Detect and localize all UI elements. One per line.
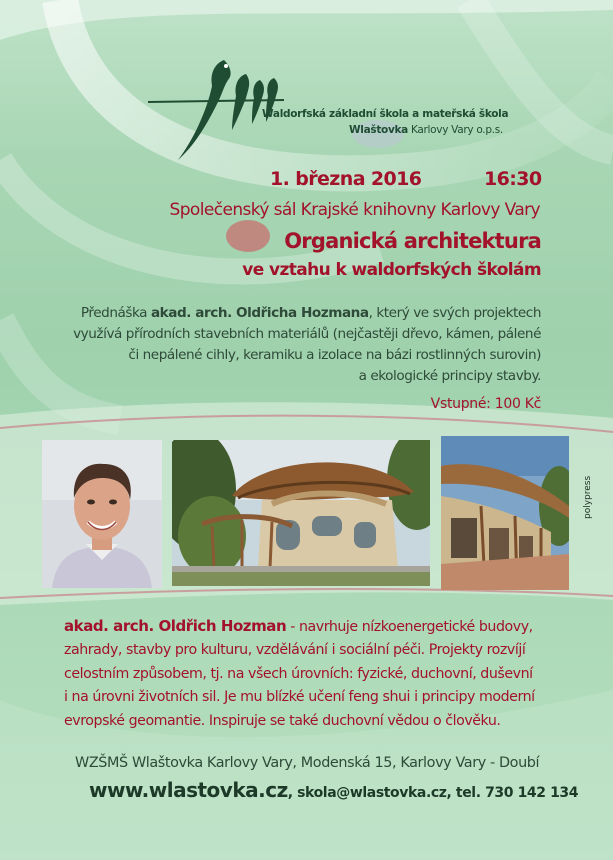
website-link[interactable]: www.wlastovka.cz — [89, 778, 288, 802]
event-time: 16:30 — [484, 168, 542, 190]
lecture-description — [61, 303, 541, 387]
bio-line — [64, 615, 594, 639]
bio-line: i na úrovni životních sil. Je mu blízké učení feng shui i principy moderní — [64, 689, 535, 706]
event-venue: Společenský sál Krajské knihovny Karlovy Vary — [169, 200, 540, 220]
bio-line: evropské geomantie. Inspiruje se také duchovní vědou o člověku. — [64, 712, 501, 729]
event-subtitle: ve vztahu k waldorfských školám — [242, 260, 541, 280]
event-date: 1. března 2016 — [270, 168, 422, 190]
lecturer-bio — [64, 615, 594, 733]
event-title: Organická architektura — [284, 229, 541, 253]
description-post: , který ve svých projektech — [368, 305, 541, 321]
bio-line: celostním způsobem, tj. na všech úrovních: fyzické, duchovní, duševní — [64, 665, 533, 682]
photo-credit: polypress — [583, 475, 593, 519]
school-name-line2 — [349, 124, 503, 136]
email-phone: , skola@wlastovka.cz, tel. 730 142 134 — [287, 785, 579, 801]
veranda-photo — [441, 436, 569, 590]
admission-fee: Vstupné: 100 Kč — [430, 396, 541, 412]
description-line — [61, 303, 541, 324]
description-line: či nepálené cihly, keramiku a izolace na bázi rostlinných surovin) — [128, 347, 541, 363]
description-pre: Přednáška — [80, 305, 151, 321]
school-address: WZŠMŠ Wlaštovka Karlovy Vary, Modenská 15, Karlovy Vary - Doubí — [75, 755, 540, 771]
organic-building-photo — [172, 440, 430, 586]
school-name-line1: Waldorfská základní škola a mateřská škola — [262, 108, 509, 120]
contact-line — [89, 778, 578, 802]
bio-line1-rest: - navrhuje nízkoenergetické budovy, — [286, 619, 533, 635]
lecturer-name: akad. arch. Oldřich Hozman — [64, 617, 287, 635]
school-name-bold: Wlaštovka — [349, 124, 408, 136]
lecturer-name-bold: akad. arch. Oldřicha Hozmana — [150, 305, 369, 321]
description-line: a ekologické principy stavby. — [358, 368, 541, 384]
school-name-rest: Karlovy Vary o.p.s. — [407, 124, 503, 136]
lecturer-portrait-photo — [42, 440, 162, 588]
bio-line: zahrady, stavby pro kulturu, vzdělávání i sociální péči. Projekty rozvíjí — [64, 642, 526, 659]
description-line: využívá přírodních stavebních materiálů (nejčastěji dřevo, kámen, pálené — [73, 326, 541, 342]
